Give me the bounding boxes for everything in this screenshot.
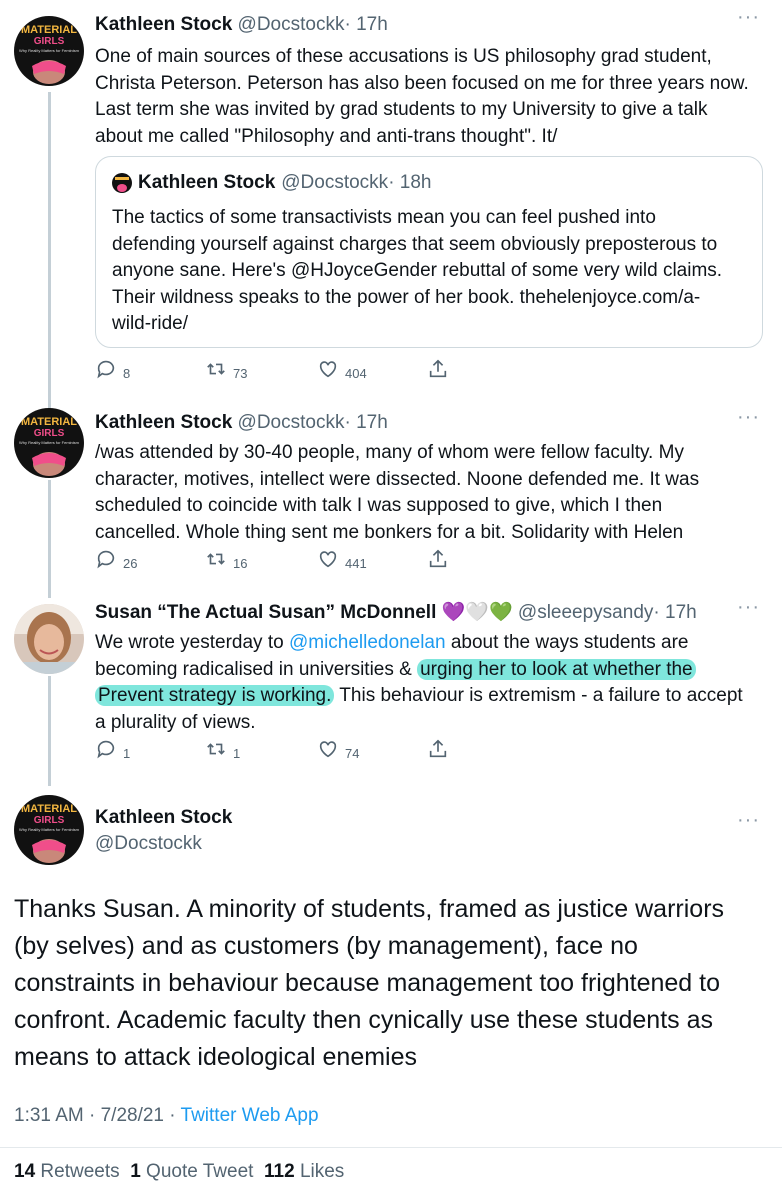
tweet-timestamp: 1:31 AM · 7/28/21 · Twitter Web App [14, 1105, 319, 1126]
reply-button[interactable]: 1 [95, 738, 130, 760]
heart-icon [317, 358, 339, 380]
tweet-text: /was attended by 30-40 people, many of whom were fellow faculty. My character, motives, intellect were dissected. Noone defended me. It was scheduled to coincide with talk I was supposed to give, which I then cancelled. Whole thing sent me bonkers for a bit. Solidarity with Helen [95, 442, 700, 543]
reply-button[interactable]: 8 [95, 358, 130, 380]
main-tweet-text: Thanks Susan. A minority of students, framed as justice warriors (by selves) and as customers (by management), face no constraints in behaviour because management too frightened to confront. Academic faculty then cynically use these students as means to attack ideological enemies [14, 895, 725, 1071]
tweet[interactable] [0, 0, 782, 400]
author-name[interactable]: Susan “The Actual Susan” McDonnell [95, 602, 437, 623]
retweet-button[interactable]: 73 [205, 358, 247, 380]
author-handle[interactable]: @Docstockk [237, 14, 345, 35]
reply-icon [95, 548, 117, 570]
retweet-button[interactable]: 16 [205, 548, 247, 570]
tweet-actions [95, 738, 495, 762]
author-handle[interactable]: @Docstockk [237, 412, 345, 433]
author-name[interactable]: Kathleen Stock [95, 412, 233, 433]
more-options-icon[interactable]: ··· [737, 6, 760, 28]
retweet-button[interactable]: 1 [205, 738, 240, 760]
author-handle[interactable]: @Docstockk [95, 833, 202, 854]
book-cover-avatar-icon [14, 795, 84, 865]
heart-emojis: 💜🤍💚 [441, 602, 513, 623]
tweet-actions [95, 358, 495, 382]
avatar-book-line1: MATERIAL [20, 24, 78, 36]
tweet-time[interactable]: · 17h [344, 412, 388, 433]
retweets-stat[interactable]: 14 Retweets [14, 1161, 120, 1182]
avatar-book-line1: MATERIAL [20, 803, 78, 815]
avatar[interactable] [14, 604, 84, 674]
book-cover-avatar-icon [14, 16, 84, 86]
share-icon [427, 548, 449, 570]
highlighted-text: urging her to look at whether the [417, 659, 696, 680]
quoted-tweet-text: The tactics of some transactivists mean you can feel pushed into defending yourself against charges that seem obviously preposterous to anyone sane. Here's @HJoyceGender rebuttal of some very wild claims. Their wildness speaks to the power of her book. thehelenjoyce.com/a- wild-ride/ [112, 207, 723, 334]
book-cover-avatar-icon [14, 408, 84, 478]
quoted-author-name: Kathleen Stock [138, 172, 276, 193]
author-name[interactable]: Kathleen Stock [95, 14, 233, 35]
reply-icon [95, 358, 117, 380]
avatar-book-tagline: Why Reality Matters for Feminism [18, 827, 80, 832]
share-icon [427, 738, 449, 760]
mention-link[interactable]: @michelledonelan [288, 632, 446, 653]
tweet-actions [95, 548, 495, 572]
share-button[interactable] [427, 738, 449, 760]
avatar-book-tagline: Why Reality Matters for Feminism [18, 440, 80, 445]
highlighted-text: Prevent strategy is working. [95, 685, 334, 706]
divider [0, 1147, 782, 1148]
book-cover-avatar-icon [112, 173, 132, 193]
quoted-tweet-time: · 18h [388, 172, 432, 193]
like-button[interactable]: 404 [317, 358, 367, 380]
source-app-link[interactable]: Twitter Web App [180, 1105, 319, 1126]
main-tweet [0, 785, 782, 1200]
quoted-tweet[interactable] [95, 156, 763, 348]
like-button[interactable]: 441 [317, 548, 367, 570]
tweet[interactable] [0, 590, 782, 785]
engagement-stats [14, 1161, 344, 1183]
retweet-icon [205, 548, 227, 570]
share-button[interactable] [427, 358, 449, 380]
tweet-time[interactable]: · 17h [344, 14, 388, 35]
reply-button[interactable]: 26 [95, 548, 137, 570]
tweet-header [95, 6, 762, 38]
person-photo-avatar-icon [14, 604, 84, 674]
quote-tweets-stat[interactable]: 1 Quote Tweet [130, 1161, 254, 1182]
avatar-book-line1: MATERIAL [20, 416, 78, 428]
avatar[interactable] [14, 408, 84, 478]
more-options-icon[interactable]: ··· [737, 406, 760, 428]
quoted-avatar [112, 173, 132, 193]
avatar[interactable] [14, 795, 84, 865]
tweet-time[interactable]: · 17h [653, 602, 697, 623]
share-icon [427, 358, 449, 380]
author-name[interactable]: Kathleen Stock [95, 807, 233, 828]
heart-icon [317, 548, 339, 570]
avatar[interactable] [14, 16, 84, 86]
avatar-book-line2: GIRLS [33, 36, 65, 47]
avatar-book-tagline: Why Reality Matters for Feminism [18, 48, 80, 53]
share-button[interactable] [427, 548, 449, 570]
more-options-icon[interactable]: ··· [737, 596, 760, 618]
avatar-book-line2: GIRLS [33, 815, 65, 826]
retweet-icon [205, 358, 227, 380]
likes-stat[interactable]: 112 Likes [264, 1161, 345, 1182]
tweet-header [95, 406, 762, 436]
tweet-text: One of main sources of these accusations is US philosophy grad student, Christa Peterson. Peterson has also been focused on me for three years now. Last term she was invited by grad students to my University to give a talk about me called "Philosophy and anti-trans thought". It/ [95, 46, 749, 147]
like-button[interactable]: 74 [317, 738, 359, 760]
author-handle[interactable]: @sleeepysandy [517, 602, 654, 623]
heart-icon [317, 738, 339, 760]
quoted-author-handle: @Docstockk [281, 172, 389, 193]
avatar-book-line2: GIRLS [33, 428, 65, 439]
more-options-icon[interactable]: ··· [737, 809, 760, 831]
tweet[interactable] [0, 400, 782, 590]
tweet-header [95, 596, 762, 626]
retweet-icon [205, 738, 227, 760]
reply-icon [95, 738, 117, 760]
tweet-text: We wrote yesterday to @michelledonelan about the ways students are becoming radicalised in universities & urging her to look at whether the Prevent strategy is working. This behaviour is extremism - a failure to accept a plurality of views. [95, 632, 743, 733]
